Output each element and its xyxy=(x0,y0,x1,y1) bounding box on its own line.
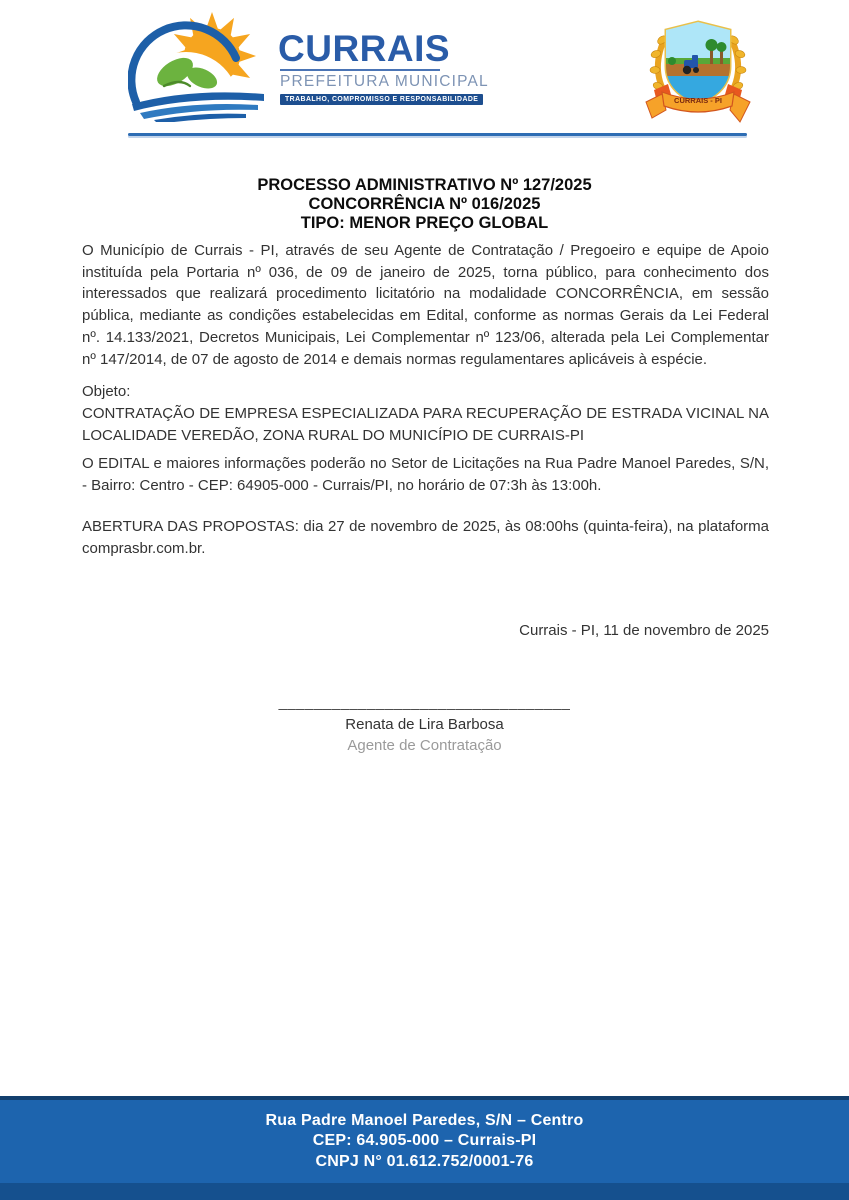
sun-leaf-field-icon xyxy=(128,12,270,122)
edital-paragraph: O EDITAL e maiores informações poderão no Setor de Licitações na Rua Padre Manoel Paredes, S/N, - Bairro: Centro - CEP: 64905-000 - Currais/PI, no horário de 07:3h às 13:00h. xyxy=(82,455,769,494)
footer-cnpj: CNPJ N° 01.612.752/0001-76 xyxy=(315,1152,534,1170)
objeto-text: CONTRATAÇÃO DE EMPRESA ESPECIALIZADA PARA RECUPERAÇÃO DE ESTRADA VICINAL NA LOCALIDADE VEREDÃO, ZONA RURAL DO MUNICÍPIO DE CURRAIS-PI xyxy=(82,405,769,444)
municipal-logo xyxy=(128,12,489,122)
signer-role: Agente de Contratação xyxy=(347,737,502,754)
objeto-label: Objeto: xyxy=(82,383,131,400)
city-name: CURRAIS xyxy=(278,27,451,69)
coat-of-arms-icon xyxy=(642,14,754,124)
signature-rule: _________________________________ xyxy=(278,694,571,711)
page-footer xyxy=(0,1096,849,1200)
wordmark xyxy=(278,27,489,105)
footer-cep: CEP: 64.905-000 – Currais-PI xyxy=(312,1132,537,1150)
coat-of-arms xyxy=(642,14,754,129)
abertura-paragraph: ABERTURA DAS PROPOSTAS: dia 27 de novembro de 2025, às 08:00hs (quinta-feira), na plataforma comprasbr.com.br. xyxy=(82,518,769,557)
footer-address: Rua Padre Manoel Paredes, S/N – Centro xyxy=(265,1111,584,1129)
document-title xyxy=(0,176,849,233)
coat-ribbon-text: CURRAIS - PI xyxy=(674,96,722,105)
date-line: Currais - PI, 11 de novembro de 2025 xyxy=(519,622,769,639)
signer-name: Renata de Lira Barbosa xyxy=(345,715,504,733)
wordmark-rule xyxy=(280,69,440,71)
footer-bottom-strip xyxy=(0,1183,849,1200)
signature-block xyxy=(0,692,849,757)
wordmark-subtitle: PREFEITURA MUNICIPAL xyxy=(280,72,489,90)
bid-type: TIPO: MENOR PREÇO GLOBAL xyxy=(300,214,549,232)
wordmark-banner: TRABALHO, COMPROMISSO E RESPONSABILIDADE xyxy=(280,94,483,105)
intro-paragraph: O Município de Currais - PI, através de seu Agente de Contratação / Pregoeiro e equipe de Apoio instituída pela Portaria nº 036, de 09 de janeiro de 2025, torna público, para conhecimento dos interessados que realizará procedimento licitatório na modalidade CONCORRÊNCIA, em sessão pública, mediante as condições estabelecidas em Edital, conforme as normas Gerais da Lei Federal nº. 14.133/2021, Decretos Municipais, Lei Complementar nº 123/06, alterada pela Lei Complementar nº 147/2014, de 07 de agosto de 2014 e demais normas regulamentares aplicáveis à espécie. xyxy=(82,242,769,368)
footer-address-block xyxy=(0,1100,849,1183)
bid-number: CONCORRÊNCIA Nº 016/2025 xyxy=(308,195,541,213)
process-number: PROCESSO ADMINISTRATIVO Nº 127/2025 xyxy=(257,176,592,194)
header-divider xyxy=(128,133,747,136)
